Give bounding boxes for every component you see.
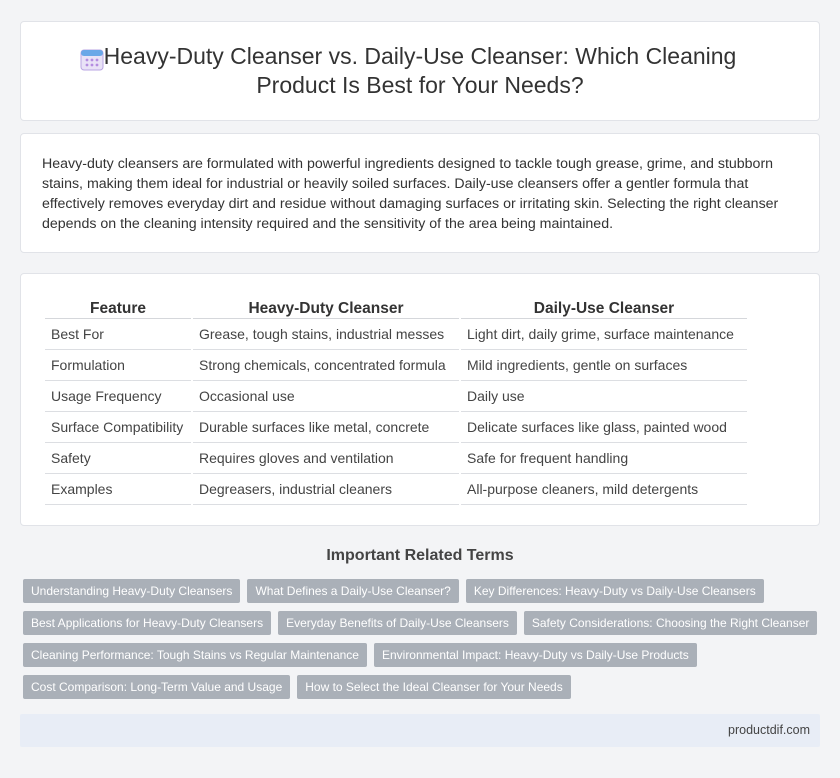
row-feature: Usage Frequency — [45, 381, 191, 412]
row-heavy-duty: Requires gloves and ventilation — [193, 443, 459, 474]
row-daily-use: Daily use — [461, 381, 747, 412]
related-tag[interactable]: Cost Comparison: Long-Term Value and Usage — [23, 675, 290, 699]
related-tag[interactable]: Everyday Benefits of Daily-Use Cleansers — [278, 611, 517, 635]
related-tag[interactable]: Understanding Heavy-Duty Cleansers — [23, 579, 240, 603]
intro-paragraph: Heavy-duty cleansers are formulated with powerful ingredients designed to tackle tough grease, grime, and stubborn stains, making them ideal for industrial or heavily soiled surfaces. Daily-use cleansers offer a gentler formula that effectively removes everyday dirt and residue without damaging surfaces or irritating skin. Selecting the right cleanser depends on the cleaning intensity required and the sensitivity of the area being maintained. — [42, 156, 779, 232]
title-card — [20, 21, 820, 121]
related-terms-tags — [23, 579, 823, 707]
row-daily-use: Safe for frequent handling — [461, 443, 747, 474]
table-header-row — [45, 296, 747, 319]
row-feature: Safety — [45, 443, 191, 474]
tag-row — [23, 643, 823, 667]
related-tag[interactable]: Best Applications for Heavy-Duty Cleansers — [23, 611, 271, 635]
related-tag[interactable]: How to Select the Ideal Cleanser for Your Needs — [297, 675, 570, 699]
row-feature: Best For — [45, 319, 191, 350]
table-row — [45, 443, 747, 474]
table-row — [45, 350, 747, 381]
row-heavy-duty: Durable surfaces like metal, concrete — [193, 412, 459, 443]
header-daily-use: Daily-Use Cleanser — [461, 296, 747, 319]
intro-card — [20, 133, 820, 253]
tag-row — [23, 611, 823, 635]
row-feature: Formulation — [45, 350, 191, 381]
tag-row — [23, 675, 823, 699]
table-row — [45, 319, 747, 350]
row-daily-use: Delicate surfaces like glass, painted wood — [461, 412, 747, 443]
related-tag[interactable]: Environmental Impact: Heavy-Duty vs Daily-Use Products — [374, 643, 697, 667]
row-heavy-duty: Degreasers, industrial cleaners — [193, 474, 459, 505]
related-tag[interactable]: Key Differences: Heavy-Duty vs Daily-Use Cleansers — [466, 579, 764, 603]
header-feature: Feature — [45, 296, 191, 319]
related-terms-heading: Important Related Terms — [326, 547, 514, 564]
table-row — [45, 381, 747, 412]
row-feature: Examples — [45, 474, 191, 505]
row-daily-use: Light dirt, daily grime, surface maintenance — [461, 319, 747, 350]
row-daily-use: All-purpose cleaners, mild detergents — [461, 474, 747, 505]
comparison-card — [20, 273, 820, 526]
related-tag[interactable]: Cleaning Performance: Tough Stains vs Regular Maintenance — [23, 643, 367, 667]
row-daily-use: Mild ingredients, gentle on surfaces — [461, 350, 747, 381]
row-heavy-duty: Grease, tough stains, industrial messes — [193, 319, 459, 350]
header-heavy-duty: Heavy-Duty Cleanser — [193, 296, 459, 319]
footer — [20, 714, 820, 747]
row-heavy-duty: Occasional use — [193, 381, 459, 412]
tag-row — [23, 579, 823, 603]
page-title: Heavy-Duty Cleanser vs. Daily-Use Cleanser: Which Cleaning Product Is Best for Your Needs? — [103, 43, 737, 98]
related-tag[interactable]: What Defines a Daily-Use Cleanser? — [247, 579, 458, 603]
footer-site-name[interactable]: productdif.com — [728, 723, 810, 737]
comparison-table — [43, 296, 749, 505]
related-tag[interactable]: Safety Considerations: Choosing the Right Cleanser — [524, 611, 818, 635]
row-heavy-duty: Strong chemicals, concentrated formula — [193, 350, 459, 381]
table-row — [45, 474, 747, 505]
table-row — [45, 412, 747, 443]
row-feature: Surface Compatibility — [45, 412, 191, 443]
